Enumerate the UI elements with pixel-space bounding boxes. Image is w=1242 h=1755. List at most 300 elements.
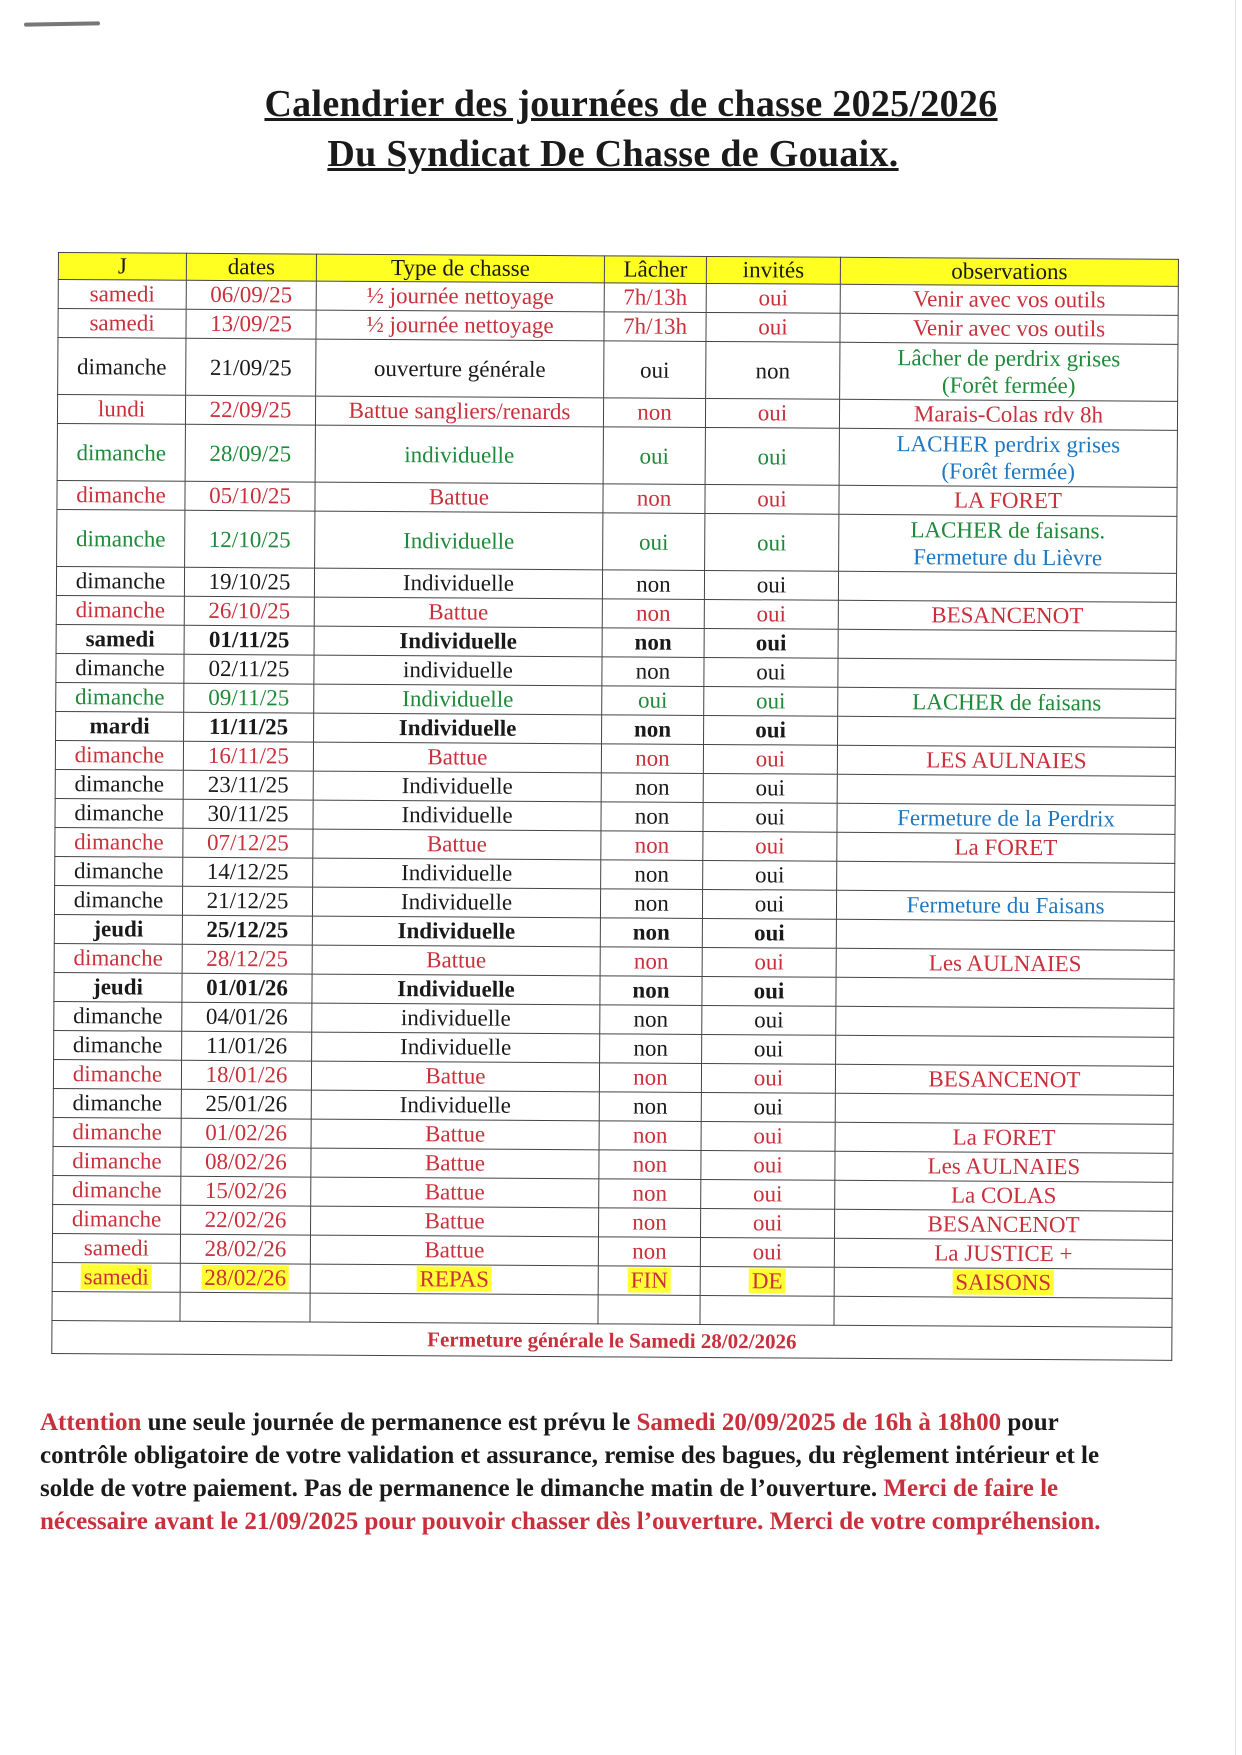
cell-observations: [839, 485, 1177, 516]
notice-text-2: pour contrôle obligatoire de votre validation et assurance, remise des bagues, du règlement intérieur et le solde de votre paiement. Pas de permanence le dimanche matin de l’ouverture.: [40, 1409, 1100, 1502]
cell-date: [186, 309, 316, 339]
cell-type: [312, 1032, 600, 1063]
table-row: [58, 338, 1178, 402]
cell-date: [182, 1002, 312, 1032]
cell-observations: [838, 600, 1176, 631]
cell-lacher: [600, 976, 702, 1006]
cell-lacher: [603, 513, 705, 571]
table-body: [52, 280, 1178, 1299]
cell-date-text: 28/09/25: [209, 440, 292, 466]
cell-invites-text: oui: [752, 1210, 783, 1236]
cell-observations: [838, 687, 1176, 718]
cell-date-text: 22/09/25: [209, 396, 292, 423]
cell-day: [56, 682, 184, 712]
cell-day-text: dimanche: [72, 1090, 163, 1116]
observation-text: BESANCENOT: [927, 1211, 1080, 1238]
cell-lacher-text: non: [632, 1093, 668, 1119]
cell-invites: [701, 1179, 835, 1209]
cell-lacher: [600, 1005, 702, 1035]
cell-date-text: 12/10/25: [208, 526, 291, 552]
cell-date-text: 26/10/25: [208, 597, 291, 624]
cell-type: [311, 1061, 599, 1092]
cell-lacher-text: non: [632, 919, 670, 945]
cell-invites-text: oui: [757, 443, 788, 469]
cell-type: [315, 425, 603, 484]
cell-type: [311, 1119, 599, 1150]
cell-date: [185, 510, 315, 568]
page-title: Calendrier des journées de chasse 2025/2026: [264, 83, 998, 125]
cell-date: [181, 1176, 311, 1206]
cell-type-text: Battue: [424, 1179, 485, 1205]
cell-type-text: Battue: [426, 831, 487, 857]
header-lacher: Lâcher: [604, 256, 706, 284]
cell-type-text: Individuelle: [403, 527, 515, 554]
cell-type: [310, 1235, 598, 1266]
cell-lacher: [602, 686, 704, 716]
cell-invites-text: oui: [753, 1094, 784, 1120]
cell-date-text: 01/01/26: [206, 974, 288, 1001]
cell-lacher-text: non: [636, 485, 672, 511]
notice-permanence-date: Samedi 20/09/2025 de 16h à 18h00: [636, 1409, 1002, 1436]
cell-type: [310, 1206, 598, 1237]
cell-invites-text: oui: [755, 688, 786, 714]
cell-invites-text: oui: [754, 891, 785, 917]
cell-lacher: [600, 1034, 702, 1064]
cell-type: [314, 684, 602, 715]
cell-date-text: 25/01/26: [205, 1090, 288, 1117]
cell-day: [56, 595, 184, 625]
table-footer-row: [52, 1320, 1172, 1360]
cell-day-text: dimanche: [74, 800, 164, 826]
cell-invites: [704, 657, 838, 687]
cell-date-text: 08/02/26: [204, 1148, 287, 1175]
observation-text: LA FORET: [953, 487, 1063, 514]
cell-date-text: 14/12/25: [206, 858, 289, 885]
cell-date: [183, 828, 313, 858]
cell-day-text: dimanche: [71, 1206, 162, 1232]
cell-lacher-text: non: [632, 1209, 667, 1235]
cell-day: [58, 309, 186, 339]
cell-observations: [835, 1093, 1173, 1124]
cell-observations: [837, 745, 1175, 776]
cell-day: [53, 1059, 181, 1089]
cell-date-text: 01/11/25: [208, 626, 290, 653]
cell-type-text: Individuelle: [397, 918, 516, 944]
cell-day-text: samedi: [81, 1264, 152, 1289]
cell-date-text: 16/11/25: [207, 742, 289, 769]
cell-observations: [839, 428, 1177, 487]
observation-text: Les AULNAIES: [928, 950, 1082, 977]
cell-observations: [839, 514, 1177, 573]
cell-type-text: Individuelle: [399, 1092, 511, 1118]
empty-cell: [180, 1292, 310, 1322]
cell-invites: [704, 599, 838, 629]
cell-observations: [838, 571, 1176, 602]
cell-day: [53, 1146, 181, 1176]
cell-date-text: 19/10/25: [208, 568, 291, 595]
cell-invites: [701, 1092, 835, 1122]
cell-type-text: Battue: [427, 744, 488, 770]
cell-lacher: [600, 947, 702, 977]
cell-lacher: [600, 918, 702, 948]
cell-invites-text: oui: [755, 630, 787, 656]
cell-lacher: [602, 628, 704, 658]
cell-lacher: [604, 283, 706, 313]
cell-invites: [703, 860, 837, 890]
cell-type: [314, 713, 602, 744]
cell-type-text: Battue: [424, 1208, 485, 1234]
cell-lacher: [602, 599, 704, 629]
cell-day: [54, 885, 182, 915]
cell-day-text: samedi: [85, 626, 155, 652]
cell-invites-text: oui: [753, 1036, 784, 1062]
cell-date: [181, 1205, 311, 1235]
cell-type-text: Battue: [425, 1063, 486, 1089]
cell-date-text: 13/09/25: [210, 310, 293, 337]
cell-type-text: individuelle: [400, 1005, 511, 1031]
cell-invites-text: oui: [757, 400, 788, 426]
cell-observations: [836, 1035, 1174, 1066]
notice-text-1: une seule journée de permanence est prévu le: [141, 1409, 637, 1436]
cell-day: [57, 480, 185, 510]
observation-text: SAISONS: [952, 1269, 1054, 1295]
cell-date: [182, 1031, 312, 1061]
cell-lacher: [604, 341, 706, 399]
cell-invites: [704, 686, 838, 716]
cell-date: [181, 1089, 311, 1119]
cell-lacher: [604, 312, 706, 342]
cell-invites-text: non: [755, 357, 791, 383]
cell-lacher-text: non: [636, 571, 671, 597]
cell-type: [315, 511, 603, 570]
cell-type: [316, 339, 604, 398]
cell-type-text: ½ journée nettoyage: [366, 282, 554, 310]
cell-lacher-text: oui: [637, 687, 668, 713]
cell-type-text: Individuelle: [402, 686, 514, 712]
cell-lacher: [598, 1208, 700, 1238]
cell-observations: [837, 803, 1175, 834]
cell-lacher: [603, 398, 705, 428]
cell-date: [180, 1263, 310, 1293]
cell-lacher: [599, 1121, 701, 1151]
cell-date-text: 21/12/25: [206, 887, 289, 914]
cell-day-text: samedi: [89, 281, 155, 307]
cell-invites: [705, 484, 839, 514]
cell-type: [316, 281, 604, 312]
cell-observations: [839, 399, 1177, 430]
cell-invites: [703, 802, 837, 832]
cell-day-text: dimanche: [71, 1177, 162, 1203]
cell-lacher-text: non: [633, 1064, 668, 1090]
cell-invites-text: oui: [758, 314, 788, 340]
cell-type: [313, 771, 601, 802]
cell-type-text: Individuelle: [401, 802, 513, 828]
cell-observations: [838, 658, 1176, 689]
cell-date-text: 23/11/25: [207, 771, 289, 798]
cell-lacher-text: non: [634, 629, 672, 655]
observation-text: Venir avec vos outils: [913, 286, 1106, 313]
cell-date: [180, 1234, 310, 1264]
cell-lacher: [602, 657, 704, 687]
cell-day: [56, 653, 184, 683]
cell-type-text: Battue: [424, 1237, 485, 1263]
cell-observations: [837, 832, 1175, 863]
cell-invites-text: oui: [753, 978, 785, 1004]
cell-day: [56, 624, 184, 654]
cell-lacher-text: non: [632, 1151, 668, 1177]
cell-type: [315, 482, 603, 513]
cell-date-text: 01/02/26: [205, 1119, 288, 1146]
cell-lacher: [599, 1063, 701, 1093]
empty-cell: [834, 1296, 1172, 1327]
cell-date: [185, 395, 315, 425]
cell-date: [183, 770, 313, 800]
cell-day-text: dimanche: [75, 655, 165, 681]
cell-date: [184, 625, 314, 655]
cell-date: [184, 683, 314, 713]
cell-type: [312, 1003, 600, 1034]
cell-lacher: [603, 484, 705, 514]
cell-day: [54, 1030, 182, 1060]
cell-day: [56, 566, 184, 596]
cell-lacher-text: oui: [640, 357, 670, 383]
page-subtitle: Du Syndicat De Chasse de Gouaix.: [327, 133, 899, 175]
cell-invites: [704, 570, 838, 600]
cell-date-text: 02/11/25: [208, 655, 290, 682]
observation-text: La FORET: [954, 834, 1058, 861]
cell-invites: [700, 1208, 834, 1238]
cell-invites: [704, 715, 838, 745]
cell-date: [182, 944, 312, 974]
attention-notice: [40, 1406, 1120, 1538]
cell-date-text: 05/10/25: [209, 482, 291, 509]
cell-observations: [836, 890, 1174, 921]
empty-cell: [598, 1295, 700, 1325]
cell-type-text: Individuelle: [400, 889, 513, 915]
cell-invites: [700, 1237, 834, 1267]
cell-type-text: Individuelle: [401, 773, 513, 799]
cell-invites: [702, 1034, 836, 1064]
cell-lacher: [602, 570, 704, 600]
cell-invites: [706, 312, 840, 342]
cell-invites: [703, 773, 837, 803]
cell-invites-text: oui: [756, 659, 786, 685]
empty-cell: [52, 1291, 180, 1321]
cell-date-text: 15/02/26: [204, 1177, 287, 1204]
cell-type-text: ouverture générale: [373, 355, 546, 382]
cell-date: [184, 654, 314, 684]
cell-day-text: dimanche: [75, 525, 166, 552]
cell-date: [185, 424, 315, 482]
cell-day-text: dimanche: [73, 1003, 163, 1029]
cell-day: [55, 769, 183, 799]
cell-lacher-text: non: [634, 803, 670, 829]
cell-type-text: Individuelle: [401, 860, 513, 886]
cell-lacher: [598, 1237, 700, 1267]
cell-lacher: [598, 1266, 700, 1296]
cell-day: [58, 338, 186, 396]
cell-invites-text: oui: [754, 862, 785, 888]
cell-day-text: dimanche: [75, 597, 166, 623]
cell-lacher-text: non: [633, 1035, 668, 1061]
cell-invites-text: DE: [749, 1268, 786, 1293]
cell-type-text: Individuelle: [398, 715, 517, 741]
cell-type: [313, 800, 601, 831]
cell-type: [310, 1264, 598, 1295]
observation-text: La JUSTICE +: [934, 1240, 1073, 1267]
cell-invites-text: oui: [753, 1123, 783, 1149]
cell-type-text: individuelle: [404, 441, 515, 468]
cell-date: [182, 973, 312, 1003]
cell-observations: [834, 1267, 1172, 1298]
cell-day: [54, 1001, 182, 1031]
cell-invites: [705, 427, 839, 485]
cell-lacher: [599, 1179, 701, 1209]
empty-cell: [310, 1293, 598, 1324]
cell-observations: [838, 716, 1176, 747]
cell-invites-text: oui: [753, 1065, 784, 1091]
cell-day: [57, 395, 185, 425]
cell-date: [182, 886, 312, 916]
cell-invites-text: oui: [755, 804, 785, 830]
cell-day: [54, 943, 182, 973]
cell-invites: [705, 513, 839, 571]
hunting-calendar-table: [51, 252, 1179, 1361]
cell-lacher: [601, 744, 703, 774]
cell-invites-text: oui: [754, 949, 784, 975]
cell-invites: [706, 283, 840, 313]
empty-cell: [700, 1295, 834, 1325]
cell-day: [55, 827, 183, 857]
cell-day-text: dimanche: [72, 1119, 162, 1145]
cell-day-text: dimanche: [74, 742, 165, 768]
cell-invites: [701, 1150, 835, 1180]
cell-day: [53, 1204, 181, 1234]
cell-invites: [702, 918, 836, 948]
cell-invites: [701, 1063, 835, 1093]
observation-text: La COLAS: [950, 1182, 1057, 1209]
cell-invites-text: oui: [755, 833, 785, 859]
cell-day-text: dimanche: [73, 887, 164, 913]
observation-text: Marais-Colas rdv 8h: [913, 401, 1104, 428]
cell-date: [181, 1060, 311, 1090]
cell-invites: [702, 947, 836, 977]
cell-lacher: [599, 1150, 701, 1180]
cell-type: [311, 1148, 599, 1179]
cell-type-text: Individuelle: [399, 1034, 512, 1060]
observation-text: BESANCENOT: [931, 602, 1084, 629]
cell-type-text: ½ journée nettoyage: [366, 311, 554, 339]
cell-lacher-text: non: [634, 890, 669, 916]
cell-day: [56, 711, 184, 741]
cell-type: [314, 655, 602, 686]
cell-observations: [835, 1122, 1173, 1153]
table-row: [57, 423, 1177, 487]
cell-type: [314, 597, 602, 628]
cell-lacher-text: FIN: [628, 1267, 671, 1292]
cell-type: [314, 626, 602, 657]
cell-type-text: Individuelle: [402, 570, 515, 596]
cell-date-text: 28/02/26: [201, 1265, 289, 1291]
observation-text: Les AULNAIES: [927, 1153, 1081, 1180]
cell-day-text: jeudi: [93, 916, 144, 942]
cell-observations: [836, 1006, 1174, 1037]
cell-lacher-text: non: [632, 1122, 668, 1148]
notice-attention: Attention: [40, 1409, 142, 1436]
cell-invites: [702, 976, 836, 1006]
cell-lacher: [599, 1092, 701, 1122]
cell-day-text: dimanche: [73, 945, 163, 971]
cell-date: [186, 280, 316, 310]
cell-date: [184, 567, 314, 597]
cell-type-text: Battue: [426, 947, 487, 973]
cell-date-text: 22/02/26: [204, 1206, 287, 1233]
cell-date: [183, 857, 313, 887]
cell-lacher-text: non: [632, 977, 670, 1003]
cell-observations: [835, 1064, 1173, 1095]
observation-text: Lâcher de perdrix grises: [897, 345, 1121, 372]
cell-type: [315, 396, 603, 427]
cell-observations: [834, 1238, 1172, 1269]
cell-lacher-text: 7h/13h: [623, 313, 688, 339]
cell-date: [184, 596, 314, 626]
cell-day: [55, 798, 183, 828]
cell-lacher: [602, 715, 704, 745]
cell-day: [52, 1262, 180, 1292]
cell-day: [54, 972, 182, 1002]
cell-day: [52, 1233, 180, 1263]
cell-invites-text: oui: [757, 486, 787, 512]
cell-lacher: [600, 889, 702, 919]
header-invites: invités: [706, 256, 840, 284]
cell-day-text: lundi: [97, 396, 146, 422]
cell-invites: [706, 341, 840, 399]
cell-date-text: 06/09/25: [210, 281, 293, 308]
cell-day-text: mardi: [89, 713, 150, 739]
cell-type-text: Individuelle: [397, 976, 515, 1002]
cell-observations: [840, 313, 1178, 344]
cell-type-text: Battue: [428, 484, 490, 510]
cell-date-text: 18/01/26: [205, 1061, 288, 1088]
cell-day-text: dimanche: [73, 858, 164, 884]
cell-type-text: REPAS: [416, 1266, 492, 1291]
observation-text-line2: (Forêt fermée): [941, 458, 1075, 485]
cell-type: [313, 829, 601, 860]
cell-observations: [834, 1209, 1172, 1240]
observation-text: LACHER de faisans.: [910, 517, 1106, 544]
cell-lacher-text: non: [635, 658, 671, 684]
cell-day-text: samedi: [83, 1235, 150, 1261]
cell-day: [57, 509, 185, 567]
cell-lacher-text: non: [632, 1180, 668, 1206]
cell-day: [53, 1117, 181, 1147]
cell-invites: [705, 398, 839, 428]
cell-date: [181, 1147, 311, 1177]
table-row: [57, 509, 1177, 573]
cell-observations: [836, 919, 1174, 950]
observation-text: Fermeture de la Perdrix: [897, 805, 1116, 832]
cell-day-text: dimanche: [77, 353, 167, 380]
cell-date-text: 09/11/25: [208, 684, 290, 711]
cell-day: [55, 856, 183, 886]
cell-type-text: individuelle: [402, 657, 513, 683]
cell-invites: [703, 744, 837, 774]
notice-reminder: Merci de faire le nécessaire avant le 21/09/2025 pour pouvoir chasser dès l’ouverture. Merci de votre compréhension.: [40, 1475, 1101, 1535]
cell-date: [181, 1118, 311, 1148]
cell-lacher: [601, 831, 703, 861]
cell-invites-text: oui: [752, 1181, 783, 1207]
cell-lacher-text: non: [634, 774, 670, 800]
